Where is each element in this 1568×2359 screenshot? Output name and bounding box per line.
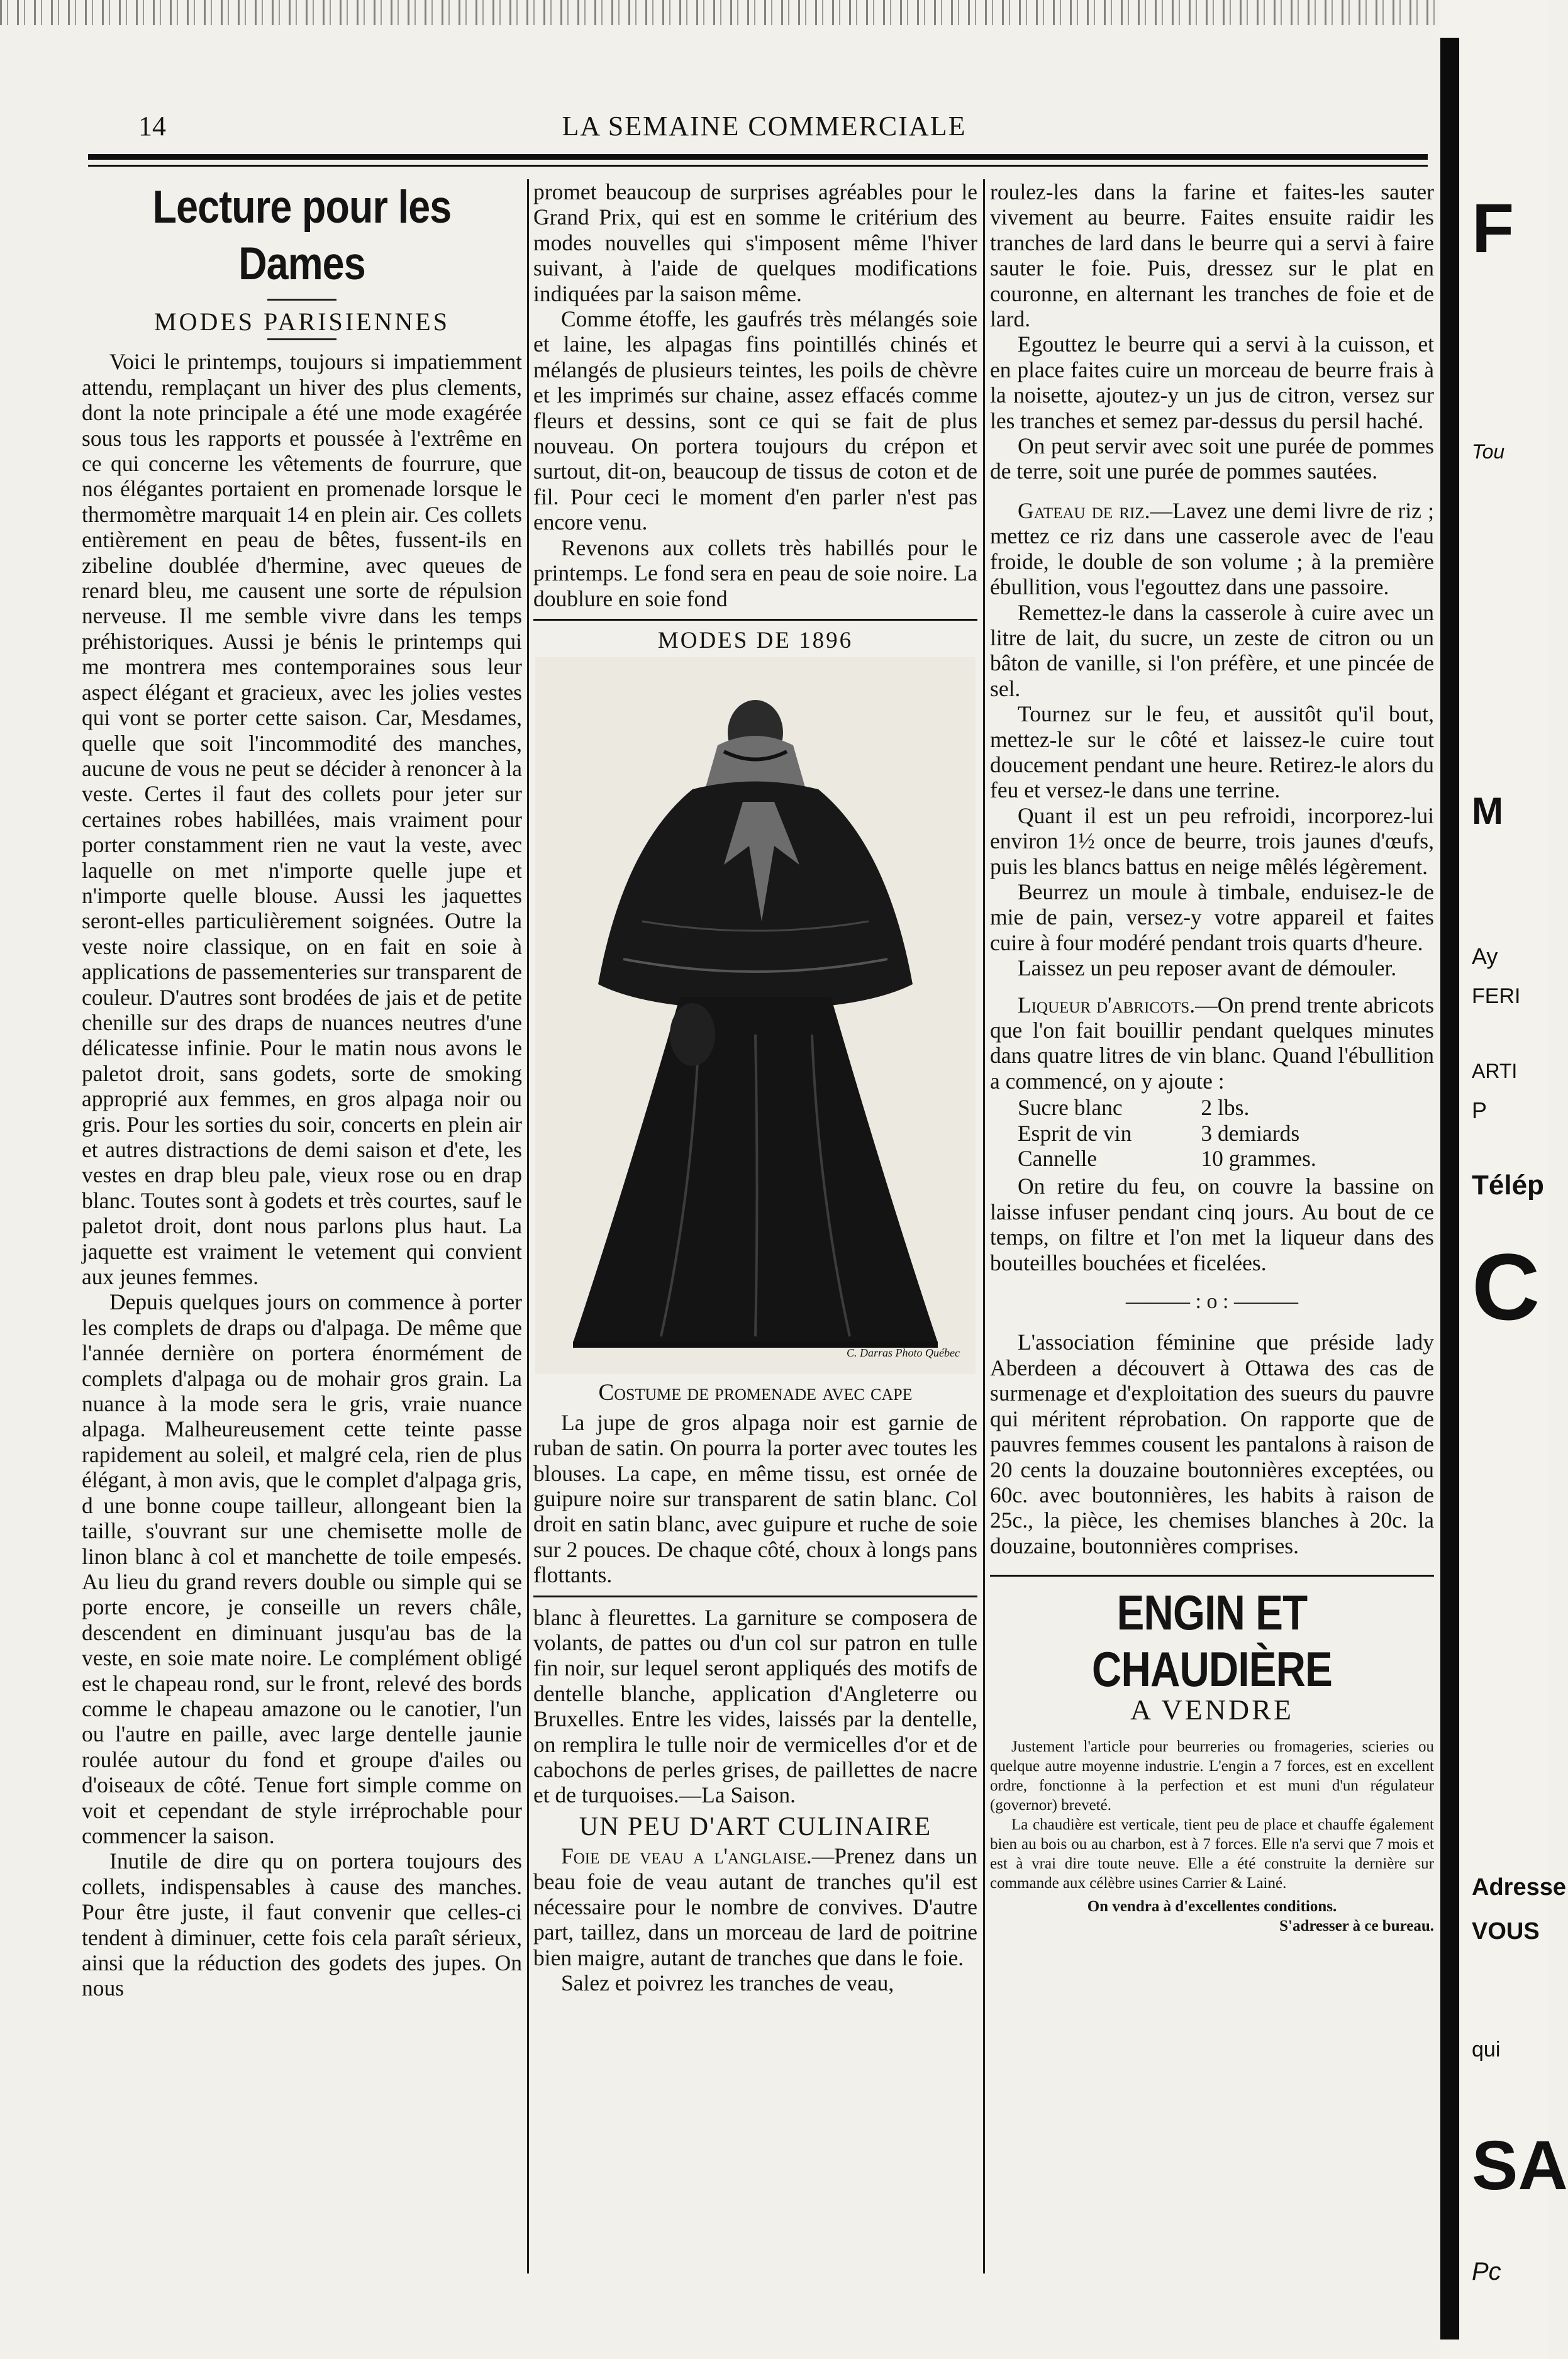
fragment-text: VOUS (1472, 1918, 1540, 1945)
section-title: Lecture pour les Dames (152, 182, 452, 289)
divider (267, 299, 336, 301)
masthead: LA SEMAINE COMMERCIALE (562, 111, 967, 142)
page-number: 14 (138, 111, 166, 142)
paragraph: Egouttez le beurre qui a servi à la cuisson, et en place faites cuire un morceau de beurre frais à la noisette, ajoutez-y un jus de citron, versez sur les tranches et semez par-dessus du persil haché. (990, 331, 1434, 433)
advertisement (990, 1737, 1434, 1936)
column-1 (82, 179, 522, 2001)
fragment-text: M (1472, 790, 1503, 832)
paragraph: On peut servir avec soit une purée de pommes de terre, soit une purée de pommes sautées. (990, 433, 1434, 484)
ingredients-table (1018, 1095, 1316, 1171)
page-header (101, 110, 1428, 148)
header-rule-thin (88, 165, 1428, 167)
figure-caption: Costume de promenade avec cape (598, 1380, 913, 1406)
divider (990, 1575, 1434, 1577)
ingredient-qty: 3 demiards (1201, 1120, 1300, 1146)
column-rule (527, 179, 529, 2273)
ad-subtitle: A VENDRE (1130, 1694, 1294, 1726)
ingredient-row (1018, 1146, 1316, 1171)
cape-costume-engraving (533, 657, 977, 1374)
paragraph: Remettez-le dans la casserole à cuire avec un litre de lait, du sucre, un zeste de citron ou un bâton de vanille, si l'on préfère, et une pincée de sel. (990, 599, 1434, 701)
paragraph: Tournez sur le feu, et aussitôt qu'il bout, mettez-le sur le côté et laissez-le cuire tout doucement pendant une heure. Retirez-le alors du feu et versez-le dans une terrine. (990, 701, 1434, 803)
fragment-text: Ay (1472, 943, 1498, 969)
recipe-liqueur (990, 992, 1434, 1094)
recipe-title: Liqueur d'abricots. (1018, 992, 1196, 1018)
paragraph: Quant il est un peu refroidi, incorporez-lui environ 1½ once de beurre, trois jaunes d'œufs, puis les blancs battus en neige mêlés légèrement. (990, 802, 1434, 879)
paragraph: Inutile de dire qu on portera toujours des collets, indispensables à cause des manches. Pour être juste, il faut convenir que celles-ci tendent à diminuer, cette fois cela paraît sérieux, ainsi que la réduction des godets des jupes. On nous (82, 1848, 522, 2001)
ingredient-name: Sucre blanc (1018, 1095, 1123, 1121)
paragraph: Comme étoffe, les gaufrés très mélangés soie et laine, les alpagas fins pointillés chinés et mélangés de plusieurs teintes, les poils de chèvre et les imprimés sur chaine, assez effacés comme fleurs et dessins, sont ce qui se fait de plus nouveau. On portera toujours du crépon et surtout, dit-on, beaucoup de tissus de coton et de fil. Pour ceci le moment d'en parler n'est pas encore venu. (533, 306, 977, 535)
fragment-text: Tou (1472, 440, 1505, 463)
fragment-text: F (1472, 190, 1515, 267)
paragraph: promet beaucoup de surprises agréables pour le Grand Prix, qui est en somme le critérium des modes nouvelles qui s'imposent même l'hiver suivant, à l'aide de quelques modifications indiquées par la saison même. (533, 179, 977, 306)
ad-paragraph: La chaudière est verticale, tient peu de place et chauffe également bien au bois ou au charbon, est à 7 forces. Elle n'a servi que 7 mois et est à vrai dire toute neuve. Elle a été construite la dernière sur commande aux célèbre usines Carrier & Lainé. (990, 1816, 1434, 1892)
ingredient-qty: 2 lbs. (1201, 1095, 1250, 1121)
ad-closing: On vendra à d'excellentes conditions. (1087, 1897, 1337, 1915)
fragment-text: Adresse (1472, 1874, 1566, 1901)
recipe-foie (533, 1843, 977, 1970)
recipe-text: —Prenez dans un beau foie de veau autant de tranches qu'il est nécessaire pour le nombre de convives. D'autre part, taillez, dans un morceau de lard de poitrine bien maigre, autant de tranches que dans le foie. (533, 1843, 977, 1970)
recipe-title: Foie de veau a l'anglaise. (561, 1843, 812, 1869)
binding-shadow (1440, 38, 1459, 2340)
scan-edge-noise (0, 0, 1548, 25)
article-title: MODES PARISIENNES (154, 308, 450, 336)
fragment-text: C (1472, 1234, 1540, 1340)
ingredient-name: Esprit de vin (1018, 1120, 1132, 1146)
paragraph: blanc à fleurettes. La garniture se composera de volants, de pattes ou d'un col sur patron en tulle fin noir, sur lequel seront appliqués des motifs de dentelle blanche, application d'Angleterre ou Bruxelles. Entre les vides, laissés par la dentelle, on remplira le tulle noir de vermicelles d'or et de cabochons de perles grises, de paillettes de nacre et de turquoises.—La Saison. (533, 1604, 977, 1808)
ad-address: S'adresser à ce bureau. (1279, 1917, 1434, 1934)
fashion-illustration (533, 657, 977, 1374)
divider (267, 338, 336, 340)
ad-paragraph: Justement l'article pour beurreries ou fromageries, scieries ou quelque autre moyenne industrie. L'engin a 7 forces, est en excellent ordre, fonctionne à la perfection et est muni d'un régulateur (governor) breveté. (990, 1738, 1434, 1814)
figure-heading: MODES DE 1896 (657, 627, 854, 653)
ingredient-name: Cannelle (1018, 1146, 1098, 1172)
header-rule (88, 154, 1428, 160)
fragment-text: FERI (1472, 984, 1521, 1008)
paragraph: On retire du feu, on couvre la bassine on laisse infuser pendant cinq jours. Au bout de ce temps, on filtre et l'on met la liqueur dans des bouteilles bouchées et ficelées. (990, 1174, 1434, 1275)
fragment-text: qui (1472, 2038, 1501, 2062)
ingredient-qty: 10 grammes. (1201, 1146, 1316, 1172)
separator: ——— : o : ——— (1126, 1290, 1298, 1314)
ingredient-row (1018, 1095, 1316, 1120)
column-3 (990, 179, 1434, 1936)
fragment-text: ARTI (1472, 1060, 1518, 1082)
figure-credit: C. Darras Photo Québec (847, 1346, 960, 1359)
fragment-text: Pc (1472, 2258, 1501, 2285)
culinary-heading: UN PEU D'ART CULINAIRE (579, 1812, 932, 1841)
paragraph: Beurrez un moule à timbale, enduisez-le de mie de pain, versez-y votre appareil et faites cuire à four modéré pendant trois quarts d'heure. (990, 879, 1434, 955)
fragment-text: Télép (1472, 1170, 1544, 1201)
paragraph: Salez et poivrez les tranches de veau, (561, 1970, 894, 1996)
recipe-gateau (990, 498, 1434, 600)
divider (533, 619, 977, 621)
recipe-text: —On prend trente abricots que l'on fait bouillir pendant quelques minutes dans quatre litres de vin blanc. Quand l'ébullition a commencé, on y ajoute : (990, 992, 1435, 1094)
ingredient-row (1018, 1121, 1316, 1146)
paragraph: Voici le printemps, toujours si impatiemment attendu, remplaçant un hiver des plus clements, dont la note principale a été une mode exagérée sous tous les rapports et poussée à l'extrême en ce qui concerne les vêtements de fourrure, que nos élégantes portaient en promenade lorsque le thermomètre marquait 14 en plein air. Ces collets entièrement en peau de bêtes, fussent-ils en zibeline doublée d'hermine, avec queues de renard bleu, me causent une sorte de répulsion nerveuse. Il me semble vivre dans les temps préhistoriques. Aussi je bénis le printemps qui me montrera mes contemporaines sous leur aspect élégant et gracieux, avec les jolies vestes qui vont se porter cette saison. Car, Mesdames, quelle que soit l'incommodité des manches, aucune de vous ne peut se décider à renoncer à la veste. Certes il faut des collets pour jeter sur certaines robes habillées, mais vraiment pour porter constamment rien ne vaut la veste, avec laquelle on met n'importe quelle jupe et n'importe quelle blouse. Aussi les jaquettes seront-elles particulièrement soignées. Outre la veste noire classique, on en fait en soie à applications de passementeries sur transparent de couleur. D'autres sont brodées de jais et de petite chenille sur des draps de nuances neutres d'une délicatesse infinie. Pour le matin nous avons le paletot droit, sans godets, sorte de smoking approprié aux femmes, en gros alpaga noir ou gris. Pour les sorties du soir, concerts en plein air et autres distractions de demi saison et d'ete, les vestes en drap bleu pale, vieux rose ou en drap blanc. Toutes sont à godets et très courtes, sauf le paletot droit, dont nous parlons plus haut. La jaquette est vraiment le vetement qui convient aux jeunes femmes. (82, 349, 522, 1290)
caption-text: La jupe de gros alpaga noir est garnie de ruban de satin. On pourra la porter avec toutes les blouses. La cape, en même tissu, est ornée de guipure noire sur transparent de satin blanc. Col droit en satin blanc, avec guipure et ruche de soie sur 2 pouces. De chaque côté, choux à longs pans flottants. (533, 1409, 977, 1588)
paragraph: roulez-les dans la farine et faites-les sauter vivement au beurre. Faites ensuite raidir les tranches de lard dans le beurre qui a servi à faire sauter le foie. Puis, dressez sur le plat en couronne, en alternant les tranches de foie et de lard. (990, 179, 1434, 332)
recipe-text: —Lavez une demi livre de riz ; mettez ce riz dans une casserole avec de l'eau froide, le double de son volume ; à la première ébullition, vous l'egouttez dans une passoire. (990, 497, 1434, 600)
ad-title: ENGIN ET CHAUDIÈRE (1092, 1585, 1332, 1697)
paragraph: Depuis quelques jours on commence à porter les complets de draps ou d'alpaga. De même que l'année dernière on portera énormément de complets d'alpaga ou de mohair gros grain. La nuance à la mode sera le gris, vraie nuance alpaga. Malheureusement cette teinte passe rapidement au soleil, et malgré cela, rien de plus élégant, à mon avis, que le complet d'alpaga gris, d une bonne coupe tailleur, allongeant bien la taille, s'ouvrant sur une chemisette molle de linon blanc à col et manchette de toile empesés. Au lieu du grand revers double ou simple qui se porte encore, je conseille un revers châle, descendent en diminuant jusqu'au bas de la veste, en soie mate noire. Le complément obligé est le chapeau rond, sur le front, relevé des bords comme le chapeau amazone ou le canotier, l'un ou l'autre en paille, avec large dentelle jaunie roulée autour du fond et groupe d'ailes ou d'oiseaux de côté. Tenue fort simple comme on voit et cependant de style irréprochable pour commencer la saison. (82, 1289, 522, 1848)
paragraph: Revenons aux collets très habillés pour le printemps. Le fond sera en peau de soie noire. La doublure en soie fond (533, 535, 977, 611)
paragraph: Laissez un peu reposer avant de démouler. (1018, 955, 1397, 981)
fragment-text: P (1472, 1097, 1487, 1123)
fragment-text: SA (1472, 2127, 1568, 2204)
column-2 (533, 179, 977, 1996)
divider (533, 1596, 977, 1597)
column-rule (983, 179, 985, 2273)
recipe-title: Gateau de riz. (1018, 497, 1150, 523)
news-item: L'association féminine que préside lady Aberdeen a découvert à Ottawa des cas de surmenage et d'exploitation des sueurs du pauvre qui méritent réprobation. On rapporte que de pauvres femmes cousent les pantalons à raison de 20 cents la douzaine boutonnières exceptées, ou 60c. avec boutonnières, les habits à raison de 25c., la pièce, les chemises blanches à 20c. la douzaine, boutonnières comprises. (990, 1329, 1434, 1558)
